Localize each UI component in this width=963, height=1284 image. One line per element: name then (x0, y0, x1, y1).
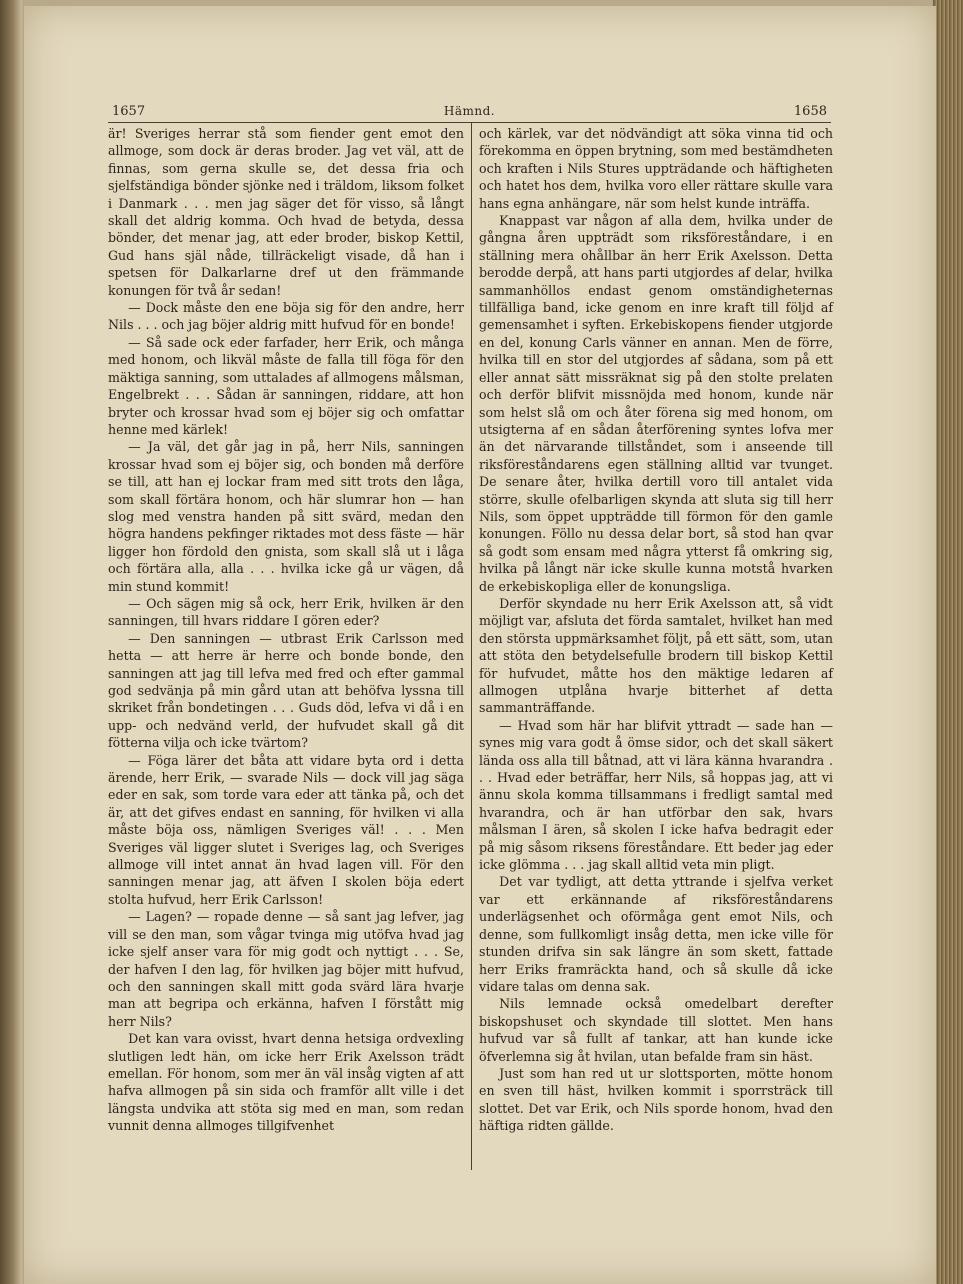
paragraph: är! Sveriges herrar stå som fiender gent emot den allmoge, som dock är deras broder. Jag vet väl, att de finnas, som gerna skulle se, det dessa fria och sjelfständiga bönder sjönke ned i träldom, liksom folket i Danmark . . . men jag säger det för visso, så långt skall det aldrig komma. Och hvad de betyda, dessa bönder, det menar jag, att eder broder, biskop Kettil, Gud hans själ nåde, tillräckeligt visade, då han i spetsen för Dalkarlarne dref ut den främmande konungen för två år sedan! (108, 126, 464, 298)
running-title: Hämnd. (443, 104, 496, 118)
paragraph: — Hvad som här har blifvit yttradt — sade han — synes mig vara godt å ömse sidor, och det skall säkert lända oss alla till båtnad, att vi lära känna hvarandra . . . Hvad eder beträffar, herr Nils, så hoppas jag, att vi ännu skola komma tillsammans i fredligt samtal med hvarandra, och är han utförbar den sak, hvars målsman I ären, så skolen I icke hafva bedragit eder på mig såsom riksens föreståndare. Ett beder jag eder icke glömma . . . jag skall alltid veta min pligt. (479, 717, 833, 873)
paragraph: — Lagen? — ropade denne — så sant jag lefver, jag vill se den man, som vågar tvinga mig utöfva hvad jag icke sjelf anser vara för mig godt och nyttigt . . . Se, der hafven I den lag, för hvilken jag böjer mitt hufvud, och den sanningen skall mitt goda svärd lära hvarje man att begripa och erkänna, hafven I förstått mig herr Nils? (108, 909, 464, 1029)
column-divider (471, 122, 472, 1170)
paragraph: — Föga lärer det båta att vidare byta ord i detta ärende, herr Erik, — svarade Nils — dock vill jag säga eder en sak, som torde vara eder att tänka på, och det är, att det gifves endast en sanning, för hvilken vi alla måste böja oss, nämligen Sveriges väl! . . . Men Sveriges väl ligger slutet i Sveriges lag, och Sveriges allmoge vill intet annat än hvad lagen vill. För den sanningen menar jag, att äfven I skolen böja edert stolta hufvud, herr Erik Carlsson! (108, 752, 464, 907)
page-number-left: 1657 (112, 104, 146, 119)
book-spine (0, 0, 22, 1284)
paragraph: — Så sade ock eder farfader, herr Erik, och många med honom, och likväl måste de falla till föga för den mäktiga sanning, som uttalades af allmogens målsman, Engelbrekt . . . Sådan är sanningen, riddare, att hon bryter och krossar hvad som ej böjer sig och omfattar henne med kärlek! (108, 334, 464, 437)
paragraph: — Den sanningen — utbrast Erik Carlsson med hetta — att herre är herre och bonde bonde, den sanningen att jag till lefva med fred och efter gammal god sedvänja på min gård utan att behöfva lyssna till skriket från bondetingen . . . Guds död, lefva vi då i en upp- och nedvänd verld, der hufvudet skall gå dit fötterna vilja och icke tvärtom? (108, 630, 464, 751)
paragraph: Derför skyndade nu herr Erik Axelsson att, så vidt möjligt var, afsluta det förda samtalet, hvilket han med den största uppmärksamhet följt, på ett sätt, som, utan att stöta den betydelsefulle brodern till biskop Kettil för hufvudet, måtte hos den mäktige ledaren af allmogen utplåna hvarje bitterhet af detta sammanträffande. (479, 595, 833, 716)
left-column (108, 125, 464, 1135)
paragraph: — Och sägen mig så ock, herr Erik, hvilken är den sanningen, till hvars riddare I gören eder? (108, 595, 464, 629)
paragraph: Det kan vara ovisst, hvart denna hetsiga ordvexling slutligen ledt hän, om icke herr Erik Axelsson trädt emellan. För honom, som mer än väl insåg vigten af att hafva allmogen på sin sida och framför allt ville i det längsta undvika att stöta sig med en man, som redan vunnit denna allmoges tillgifvenhet (108, 1031, 464, 1134)
right-column (479, 125, 833, 1135)
paragraph: Knappast var någon af alla dem, hvilka under de gångna åren uppträdt som riksföreståndare, i en ställning mera ohållbar än herr Erik Axelsson. Detta berodde derpå, att hans parti utgjordes af delar, hvilka sammanhöllos endast genom omständigheternas tillfälliga band, icke genom en inre kraft till följd af gemensamhet i syften. Erkebiskopens fiender utgjorde en del, konung Carls vänner en annan. Men de förre, hvilka till en stor del utgjordes af sådana, som på ett eller annat sätt missräknat sig på den stolte prelaten och derför blifvit missnöjda med honom, kunde när som helst slå om och åter förena sig med honom, om utsigterna af en sådan återförening syntes lofva mer än det närvarande tillståndet, som i anseende till riksföreståndarens egen ställning alltid var tvunget. De senare åter, hvilka dertill voro till antalet vida större, skulle ofelbarligen skynda att sluta sig till herr Nils, som öppet uppträdde till förmon för den gamle konungen. Föllo nu dessa delar bort, så stod han qvar så godt som ensam med några ytterst få omkring sig, hvilka på långt när icke skulle kunna motstå hvarken de erkebiskopliga eller de konungsliga. (479, 213, 833, 594)
paragraph: — Ja väl, det går jag in på, herr Nils, sanningen krossar hvad som ej böjer sig, och bonden må derföre se till, att han ej lockar fram med sitt trots den låga, som skall förtära honom, och här slumrar hon — han slog med venstra handen på sitt svärd, medan den högra handens pekfinger riktades mot dess fäste — här ligger hon fördold den gnista, som skall slå ut i låga och förtära alla, alla . . . hvilka icke gå ur vägen, då min stund kommit! (108, 439, 464, 594)
paragraph: Nils lemnade också omedelbart derefter biskopshuset och skyndade till slottet. Men hans hufvud var så fullt af tankar, att han kunde icke öfverlemna sig åt hvilan, utan befalde fram sin häst. (479, 996, 833, 1064)
paragraph: — Dock måste den ene böja sig för den andre, herr Nils . . . och jag böjer aldrig mitt hufvud för en bonde! (108, 300, 464, 333)
page-edges (933, 0, 963, 1284)
paragraph: Just som han red ut ur slottsporten, mötte honom en sven till häst, hvilken kommit i sporrsträck till slottet. Det var Erik, och Nils sporde honom, hvad den häftiga ridten gällde. (479, 1065, 833, 1134)
page-number-right: 1658 (793, 104, 827, 119)
paragraph: och kärlek, var det nödvändigt att söka vinna tid och förekomma en öppen brytning, som med bestämdheten och kraften i Nils Stures uppträdande och häftigheten och hatet hos dem, hvilka voro eller rättare skulle vara hans egna anhängare, när som helst kunde inträffa. (479, 126, 833, 211)
page-header (108, 102, 831, 123)
paragraph: Det var tydligt, att detta yttrande i sjelfva verket var ett erkännande af riksföreståndarens underlägsenhet och oförmåga gent emot Nils, och denne, som fullkomligt insåg detta, men icke ville för stunden drifva sin sak längre än som skett, fattade herr Eriks framräckta hand, och så skulle då icke vidare talas om denna sak. (479, 874, 833, 994)
